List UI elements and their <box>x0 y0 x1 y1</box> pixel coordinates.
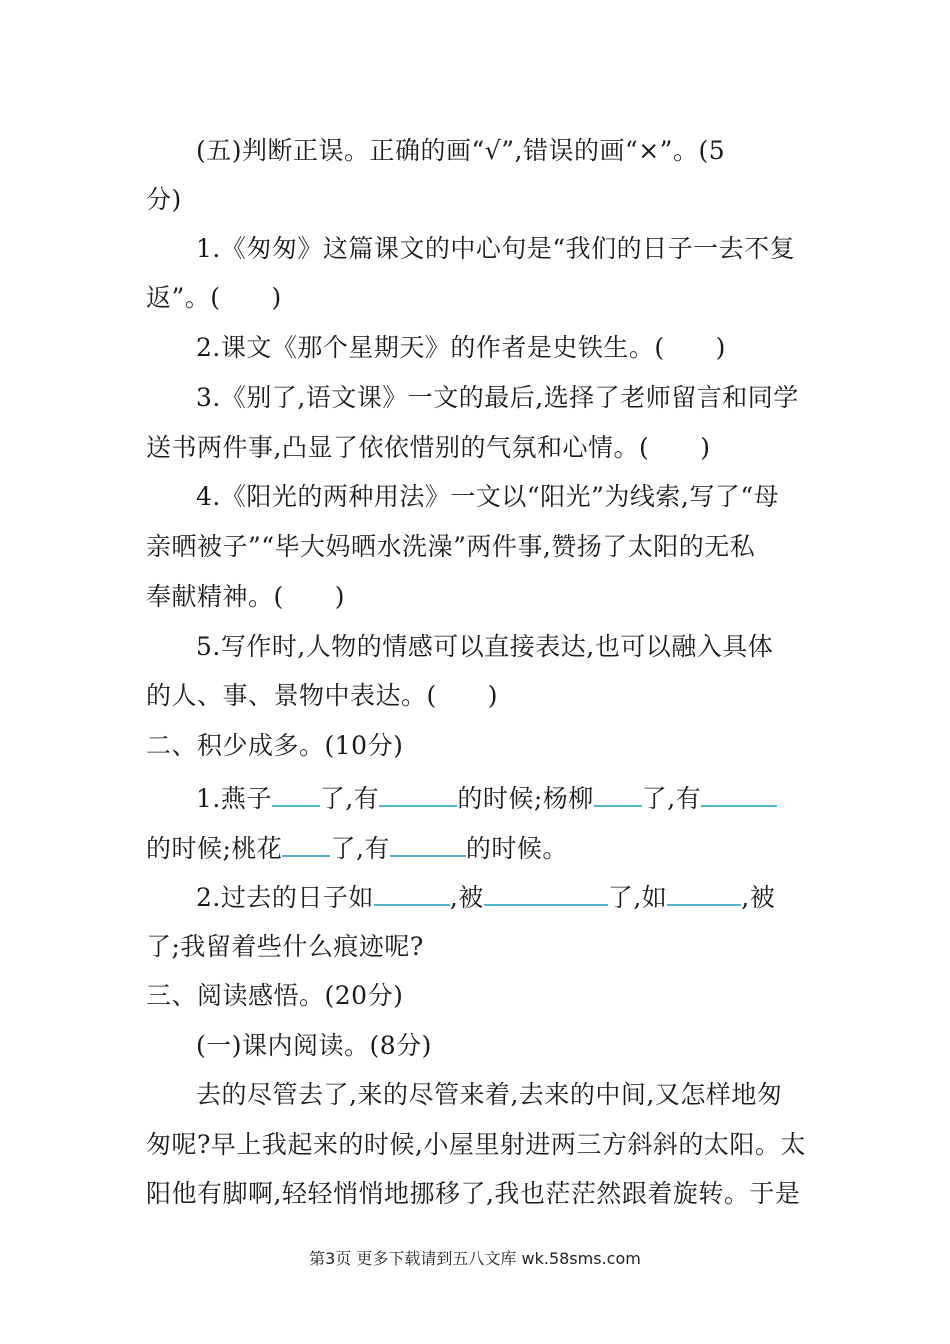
question4-line2: 亲晒被子”“毕大妈晒水洗澡”两件事,赞扬了太阳的无私 <box>146 532 756 561</box>
section5-title-line1: (五)判断正误。正确的画“√”,错误的画“×”。(5 <box>196 136 726 165</box>
question4-line1: 4.《阳光的两种用法》一文以“阳光”为线索,写了“母 <box>196 482 780 511</box>
question3-line1: 3.《别了,语文课》一文的最后,选择了老师留言和同学 <box>196 383 799 412</box>
fill-question2-line1 <box>196 880 810 915</box>
section5-title-line2: 分) <box>146 185 182 214</box>
fill-blank[interactable] <box>282 831 330 857</box>
fill-question2-line2: 了;我留着些什么痕迹呢? <box>146 932 424 961</box>
page-footer: 第3页 更多下载请到五八文库 wk.58sms.com <box>309 1249 641 1268</box>
fill-blank[interactable] <box>701 781 777 807</box>
fill1-text-g: 的时候。 <box>465 834 568 863</box>
question3-line2: 送书两件事,凸显了依依惜别的气氛和心情。( ) <box>146 433 711 462</box>
fill-blank[interactable] <box>594 781 642 807</box>
part3-subsection-title: (一)课内阅读。(8分) <box>196 1031 432 1060</box>
fill2-text-d: ,被 <box>741 883 776 912</box>
fill-blank[interactable] <box>374 880 450 906</box>
fill-question1-line2 <box>146 831 810 866</box>
fill1-text-b: 了,有 <box>319 784 380 813</box>
part3-title: 三、阅读感悟。(20分) <box>146 981 404 1010</box>
fill2-text-a: 2.过去的日子如 <box>196 883 374 912</box>
fill1-text-a: 1.燕子 <box>196 784 272 813</box>
fill-blank[interactable] <box>390 831 466 857</box>
fill1-text-c: 的时候;杨柳 <box>457 784 594 813</box>
fill-question1-line1 <box>196 781 810 816</box>
reading-passage-line3: 阳他有脚啊,轻轻悄悄地挪移了,我也茫茫然跟着旋转。于是 <box>146 1179 801 1208</box>
question2: 2.课文《那个星期天》的作者是史铁生。( ) <box>196 333 726 362</box>
fill1-text-d: 了,有 <box>641 784 702 813</box>
question1-line2: 返”。( ) <box>146 283 282 312</box>
fill1-text-e: 的时候;桃花 <box>146 834 283 863</box>
reading-passage-line1: 去的尽管去了,来的尽管来着,去来的中间,又怎样地匆 <box>196 1080 783 1109</box>
question5-line1: 5.写作时,人物的情感可以直接表达,也可以融入具体 <box>196 632 774 661</box>
fill-blank[interactable] <box>667 880 741 906</box>
question5-line2: 的人、事、景物中表达。( ) <box>146 681 499 710</box>
question1-line1: 1.《匆匆》这篇课文的中心句是“我们的日子一去不复 <box>196 234 796 263</box>
question4-line3: 奉献精神。( ) <box>146 582 346 611</box>
fill-blank[interactable] <box>272 781 320 807</box>
fill-blank[interactable] <box>484 880 608 906</box>
fill-blank[interactable] <box>379 781 457 807</box>
reading-passage-line2: 匆呢?早上我起来的时候,小屋里射进两三方斜斜的太阳。太 <box>146 1130 806 1159</box>
fill1-text-f: 了,有 <box>330 834 390 863</box>
fill2-text-b: ,被 <box>449 883 484 912</box>
fill2-text-c: 了,如 <box>607 883 668 912</box>
part2-title: 二、积少成多。(10分) <box>146 731 404 760</box>
